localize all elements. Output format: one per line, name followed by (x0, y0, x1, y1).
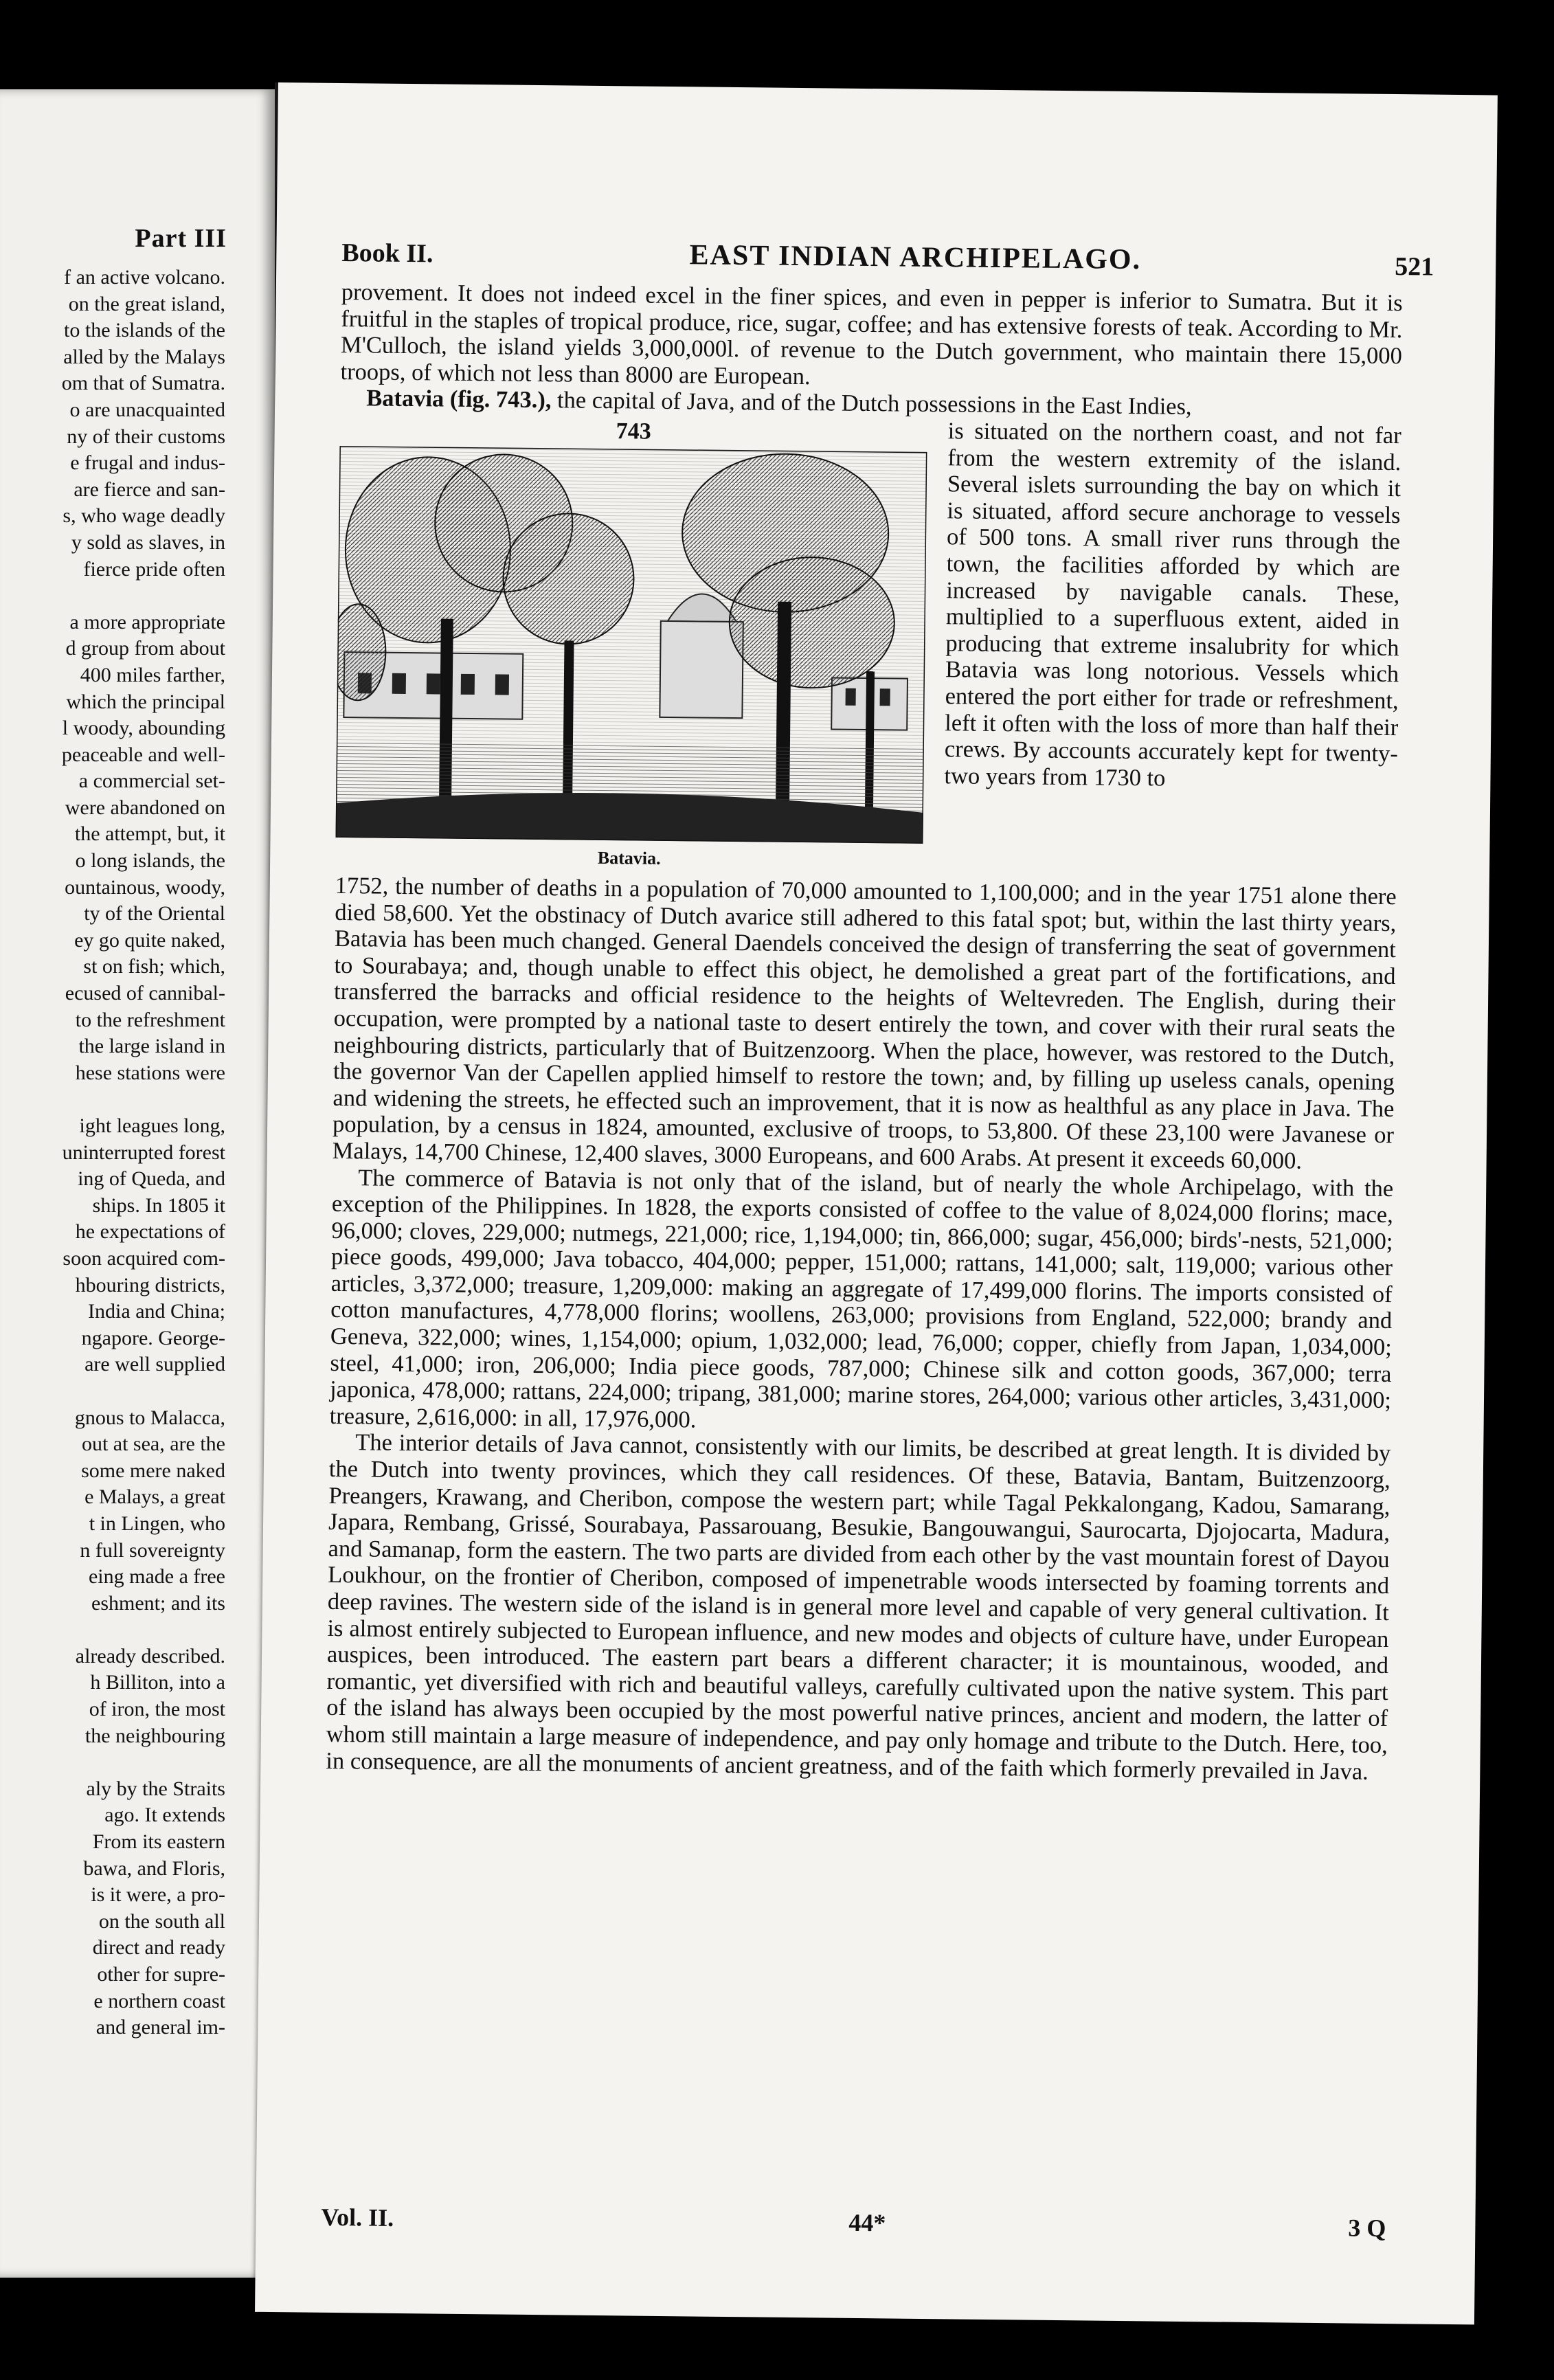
page-body (326, 279, 1403, 1785)
facing-page-line: om that of Sumatra. (61, 372, 225, 395)
batavia-lead: Batavia (fig. 743.), (365, 385, 552, 414)
facing-page-line: direct and ready (92, 1936, 225, 1960)
main-page (255, 82, 1498, 2324)
facing-page-line: eing made a free (88, 1565, 225, 1588)
facing-page-line: 400 miles farther, (80, 663, 225, 686)
facing-page-line: uninterrupted forest (62, 1141, 225, 1164)
facing-page-line: already described. (75, 1644, 225, 1668)
facing-page-line: other for supre- (97, 1963, 225, 1986)
facing-page-line: n full sovereignty (80, 1538, 225, 1562)
facing-page-line: h Billiton, into a (90, 1671, 225, 1694)
facing-page-line: ngapore. George- (81, 1326, 225, 1349)
facing-page-line: gnous to Malacca, (74, 1406, 225, 1429)
figure-caption: Batavia. (597, 847, 661, 868)
facing-page-line: peaceable and well- (61, 743, 225, 766)
facing-page-line: o long islands, the (75, 849, 225, 873)
facing-page-line: a commercial set- (78, 770, 225, 793)
facing-page-line: the neighbouring (85, 1724, 225, 1747)
facing-page-line: e northern coast (93, 1989, 225, 2012)
facing-page-line: of iron, the most (89, 1698, 225, 1721)
facing-page-line: to the refreshment (75, 1008, 225, 1031)
facing-page-line: to the islands of the (64, 319, 225, 342)
page-number: 521 (1395, 252, 1434, 282)
page-header (341, 238, 1434, 284)
facing-page-line: are fierce and san- (74, 478, 225, 501)
batavia-engraving (335, 446, 927, 844)
paragraph-batavia-side: is situated on the northern coast, and not far from the western extremity of the island. Several islets surrounding the bay on which it is situated, afford secure anchorage to vessels of 500 tons. A small river runs through the town, the facilities afforded by which are increased by navigable canals. These, multiplied to a superfluous extent, aided in producing that extreme insalubrity for which Batavia was long notorious. Vessels which entered the port either for trade or refreshment, left it often with the loss of more than half their crews. By accounts accurately kept for twenty-two years from 1730 to (944, 418, 1401, 792)
facing-page-line: the large island in (78, 1035, 225, 1058)
book-label: Book II. (341, 238, 433, 269)
facing-page-line: o are unacquainted (69, 398, 225, 421)
facing-page-line: ountainous, woody, (65, 875, 225, 899)
volume-label: Vol. II. (321, 2203, 394, 2232)
sheet-mark: 3 Q (1348, 2214, 1386, 2243)
facing-page-line: is it were, a pro- (91, 1883, 225, 1907)
paragraph-improvement: provement. It does not indeed excel in the finer spices, and even in pepper is inferior to Sumatra. But it is fruitful in the staples of tropical produce, rice, sugar, coffee; and has extensive forests of teak. According to Mr. M'Culloch, the island yields 3,000,000l. of revenue to the Dutch government, who maintain there 15,000 troops, of which not less than 8000 are European. (340, 278, 1403, 390)
facing-page-line: s, who wage deadly (63, 504, 225, 528)
facing-page-line: are well supplied (85, 1353, 225, 1376)
facing-page-line: which the principal (66, 690, 225, 713)
facing-page-line: a more appropriate (69, 610, 225, 633)
facing-page-line (62, 1617, 225, 1643)
facing-page-line: From its eastern (92, 1830, 225, 1854)
facing-page-part-label: Part III (135, 224, 227, 253)
facing-page-line: t in Lingen, who (89, 1512, 225, 1535)
facing-page-line: ey go quite naked, (74, 928, 225, 952)
facing-page-line: st on fish; which, (83, 955, 225, 978)
facing-page-line: aly by the Straits (86, 1777, 225, 1800)
facing-page-line: on the great island, (68, 292, 225, 315)
signature-mark: 44* (848, 2208, 886, 2237)
facing-page-line: y sold as slaves, in (71, 530, 225, 554)
facing-page-line: soon acquired com- (63, 1246, 225, 1270)
facing-page-line: were abandoned on (65, 796, 225, 819)
facing-page (0, 89, 275, 2278)
batavia-first-line: the capital of Java, and of the Dutch possessions in the East Indies, (551, 387, 1192, 420)
facing-page-line: l woody, abounding (62, 717, 225, 740)
facing-page-line: India and China; (88, 1300, 225, 1323)
facing-page-line: the attempt, but, it (74, 822, 225, 846)
facing-page-line: hbouring districts, (75, 1273, 225, 1296)
facing-page-line: ty of the Oriental (84, 902, 225, 925)
paragraph-interior: The interior details of Java cannot, consistently with our limits, be described at great length. It is divided by the Dutch into twenty provinces, which they call residences. Of these, Batavia, Bantam, Buitzenzoorg, Preangers, Krawang, and Cheribon, compose the western part; while Tagal Pekkalongang, Kadou, Samarang, Japara, Rembang, Grissé, Sourabaya, Passarouang, Besukie, Bangouwangui, Saurocarta, Djojocarta, Madura, and Samanap, form the eastern. The two parts are divided from each other by the vast mountain forest of Dayou Loukhour, on the frontier of Cheribon, composed of impenetrable woods intersected by foaming torrents and deep ravines. The western side of the island is in general more level and capable of very general cultivation. It is almost entirely subjected to European influence, and new modes and objects of culture have, under European auspices, been introduced. The eastern part bears a different character; it is mountainous, wooded, and romantic, yet diversified with rich and beautiful valleys, carefully cultivated upon the native system. This part of the island has always been occupied by the most powerful native princes, ancient and modern, the latter of whom still maintain a large measure of independence, and pay only homage and tribute to the Dutch. Here, too, in consequence, are all the monuments of ancient greatness, and of the faith which formerly prevailed in Java. (326, 1429, 1391, 1785)
facing-page-line: ing of Queda, and (78, 1167, 225, 1191)
paragraph-batavia-rest: 1752, the number of deaths in a population of 70,000 amounted to 1,100,000; and in the year 1751 alone there died 58,600. Yet the obstinacy of Dutch avarice still adhered to this fatal spot; but, within the last thirty years, Batavia has been much changed. General Daendels conceived the design of transferring the seat of government to Sourabaya; and, though unable to effect this object, he demolished a great part of the fortifications, and transferred the barracks and official residence to the heights of Weltevreden. The English, during their occupation, were prompted by a national taste to desert entirely the town, and cover with their rural seats the neighbouring districts, particularly that of Buitzenzoorg. When the place, however, was restored to the Dutch, the governor Van der Capellen applied himself to restore the town; and, by filling up useless canals, opening and widening the streets, he effected such an improvement, that it is now as healthful as any place in Java. The population, by a census in 1824, amounted, exclusive of troops, to 53,800. Of these 23,100 were Javanese or Malays, 14,700 Chinese, 12,400 slaves, 3000 Europeans, and 600 Arabs. At present it exceeds 60,000. (332, 872, 1397, 1174)
facing-page-line: out at sea, are the (81, 1433, 225, 1456)
figure-743 (335, 416, 927, 872)
facing-page-line: ships. In 1805 it (92, 1193, 225, 1217)
facing-page-line: he expectations of (75, 1220, 225, 1244)
facing-page-text (62, 265, 225, 2041)
facing-page-line: e Malays, a great (85, 1485, 225, 1509)
figure-number: 743 (616, 418, 651, 445)
facing-page-line: eshment; and its (91, 1591, 225, 1615)
page-footer (321, 2203, 1413, 2249)
running-title: EAST INDIAN ARCHIPELAGO. (689, 239, 1142, 276)
facing-page-line: e frugal and indus- (70, 451, 225, 475)
facing-page-line: fierce pride often (83, 557, 225, 581)
facing-page-line: bawa, and Floris, (83, 1856, 225, 1880)
facing-page-line (62, 583, 225, 609)
facing-page-line: some mere naked (81, 1459, 225, 1482)
paragraph-commerce: The commerce of Batavia is not only that of the island, but of nearly the whole Archipelago, with the exception of the Philippines. In 1828, the exports consisted of coffee to the value of 8,024,000 florins; mace, 96,000; cloves, 229,000; nutmegs, 221,000; rice, 1,194,000; tin, 866,000; sugar, 456,000; birds'-nests, 521,000; piece goods, 499,000; Java tobacco, 404,000; pepper, 151,000; rattans, 141,000; salt, 119,000; various other articles, 3,372,000; treasure, 1,209,000: making an aggregate of 17,499,000 florins. The imports consisted of cotton manufactures, 4,778,000 florins; woollens, 263,000; provisions from England, 522,000; brandy and Geneva, 322,000; wines, 1,154,000; opium, 1,032,000; lead, 76,000; copper, chiefly from Japan, 1,034,000; steel, 41,000; iron, 206,000; India piece goods, 787,000; Chinese silk and cotton goods, 367,000; terra japonica, 478,000; rattans, 224,000; tripang, 381,000; marine stores, 264,000; various other articles, 3,431,000; treasure, 2,616,000: in all, 17,976,000. (329, 1164, 1394, 1433)
facing-page-line: ight leagues long, (79, 1114, 225, 1137)
facing-page-line: ny of their customs (67, 425, 225, 448)
facing-page-line (62, 1749, 225, 1776)
facing-page-line: f an active volcano. (64, 266, 225, 289)
facing-page-line: ecused of cannibal- (65, 982, 225, 1005)
facing-page-line: d group from about (65, 637, 225, 660)
facing-page-line: alled by the Malays (63, 345, 225, 368)
facing-page-line: and general im- (95, 2016, 225, 2039)
facing-page-line (62, 1378, 225, 1405)
facing-page-line: on the south all (98, 1909, 225, 1933)
facing-page-line: ago. It extends (104, 1804, 225, 1827)
facing-page-line (62, 1086, 225, 1113)
facing-page-line: hese stations were (75, 1061, 225, 1084)
